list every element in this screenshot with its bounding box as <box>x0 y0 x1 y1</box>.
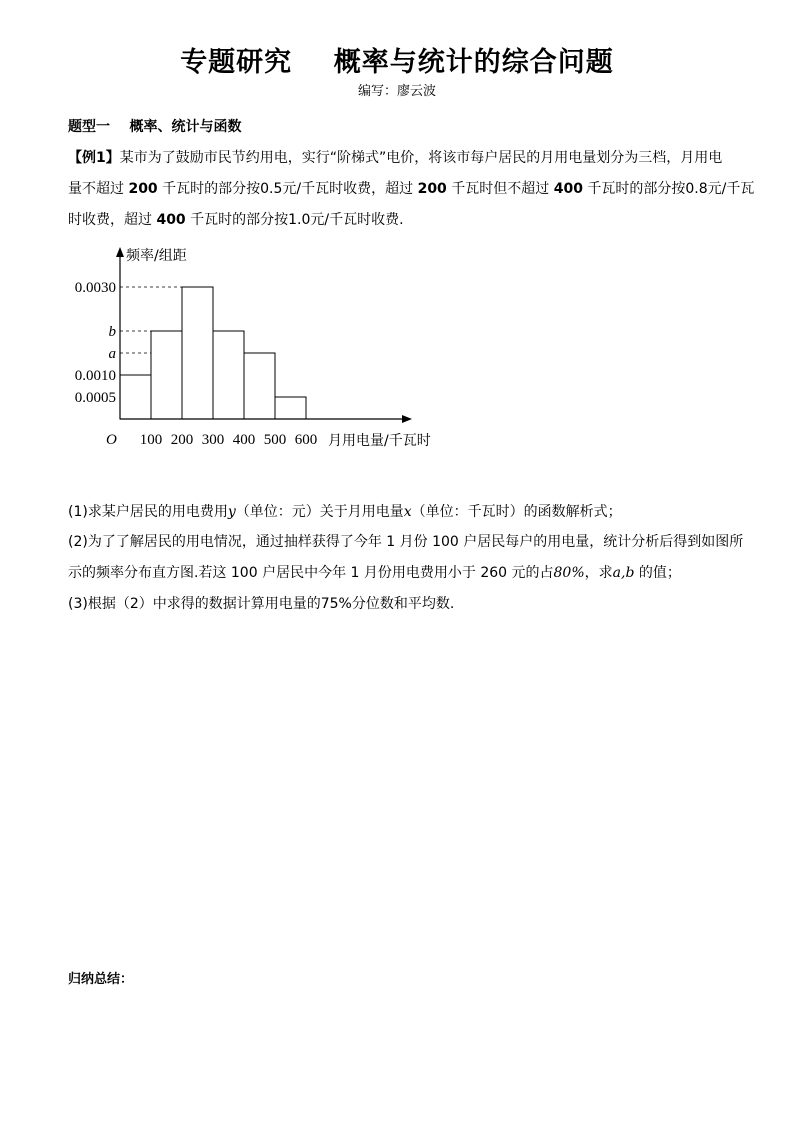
q1-text-b: （单位：元）关于月用电量 <box>235 504 404 520</box>
q1-var-y: y <box>227 504 236 520</box>
origin-label: O <box>106 432 117 448</box>
x-tick-label-5: 600 <box>294 432 318 448</box>
q2-vars: a,b <box>612 565 635 581</box>
q1-text-c: （单位：千瓦时）的函数解析式； <box>411 504 622 520</box>
section-title: 题型一 概率、统计与函数 <box>68 119 242 135</box>
example-text-2e: 千瓦时但不超过 <box>446 181 554 197</box>
example-text-2a: 量不超过 <box>68 181 129 197</box>
example-text-2g: 千瓦时的部分按0.8元/千瓦 <box>582 181 755 197</box>
example-line-1 <box>68 147 722 167</box>
y-tick-label-0: 0.0030 <box>74 280 116 296</box>
y-axis-arrow-icon <box>116 247 124 257</box>
q2-text-b1: 示的频率分布直方图.若这 100 户居民中今年 1 月份用电费用小于 260 元的占 <box>68 565 554 581</box>
histogram-bar-5 <box>275 397 306 419</box>
number-200-b: 200 <box>417 181 447 197</box>
q1-var-x: x <box>403 504 412 520</box>
histogram-bar-2 <box>182 287 213 419</box>
number-400-a: 400 <box>553 181 583 197</box>
x-axis-arrow-icon <box>402 415 412 423</box>
histogram-bar-1 <box>151 331 182 419</box>
x-tick-label-0: 100 <box>139 432 163 448</box>
x-tick-label-1: 200 <box>170 432 194 448</box>
y-tick-label-1: b <box>108 324 116 340</box>
number-200-a: 200 <box>128 181 158 197</box>
example-line-2 <box>68 178 754 198</box>
x-tick-label-4: 500 <box>263 432 287 448</box>
question-2-line-2 <box>68 562 681 582</box>
question-1 <box>68 501 622 521</box>
histogram-chart <box>60 236 460 456</box>
author-line: 编写：廖云波 <box>357 84 436 99</box>
y-tick-labels <box>75 280 117 406</box>
q2-text-b2: ，求 <box>584 565 613 581</box>
summary-label: 归纳总结： <box>68 972 134 987</box>
number-400-b: 400 <box>156 212 186 228</box>
x-tick-labels <box>140 432 318 448</box>
histogram-bar-0 <box>120 375 151 419</box>
example-text-3a: 时收费，超过 <box>68 212 157 228</box>
q1-text-a: (1)求某户居民的用电费用 <box>68 504 228 520</box>
histogram-bar-3 <box>213 331 244 419</box>
x-tick-label-3: 400 <box>232 432 256 448</box>
x-tick-label-2: 300 <box>201 432 225 448</box>
q2-percent: 80% <box>553 565 585 581</box>
q2-text-b3: 的值； <box>634 565 681 581</box>
example-tag: 【例1】 <box>68 150 120 166</box>
y-axis-label: 频率/组距 <box>126 248 187 264</box>
x-axis-label: 月用电量/千瓦时 <box>328 433 431 449</box>
question-3: (3)根据（2）中求得的数据计算用电量的75%分位数和平均数. <box>68 596 455 612</box>
example-text-2c: 千瓦时的部分按0.5元/千瓦时收费，超过 <box>157 181 418 197</box>
y-tick-label-2: a <box>108 346 116 362</box>
page-title: 专题研究 概率与统计的综合问题 <box>180 47 614 78</box>
y-tick-label-3: 0.0010 <box>74 368 116 384</box>
question-2-line-1: (2)为了了解居民的用电情况，通过抽样获得了今年 1 月份 100 户居民每户的用电量，统计分析后得到如图所 <box>68 534 744 550</box>
example-text-3c: 千瓦时的部分按1.0元/千瓦时收费. <box>185 212 404 228</box>
example-text-1: 某市为了鼓励市民节约用电，实行“阶梯式”电价，将该市每户居民的月用电量划分为三档，月用电 <box>119 150 723 166</box>
example-line-3 <box>68 209 404 229</box>
histogram-bars <box>120 287 306 419</box>
y-tick-label-4: 0.0005 <box>74 390 116 406</box>
histogram-bar-4 <box>244 353 275 419</box>
